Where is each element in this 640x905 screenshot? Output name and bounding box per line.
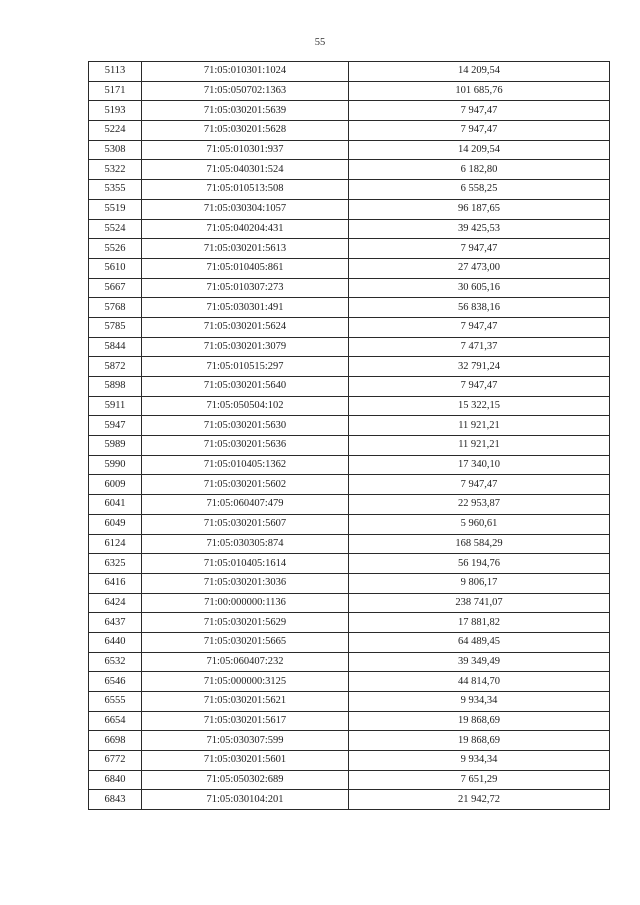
cadastral-number-cell: 71:05:010301:1024 [142,62,349,82]
value-cell: 27 473,00 [349,258,610,278]
cadastral-number-cell: 71:05:030304:1057 [142,199,349,219]
table-row [89,751,610,771]
value-cell: 9 934,34 [349,692,610,712]
row-number-cell: 6698 [89,731,142,751]
table-row [89,357,610,377]
table-row [89,377,610,397]
row-number-cell: 5355 [89,180,142,200]
value-cell: 11 921,21 [349,436,610,456]
value-cell: 7 471,37 [349,337,610,357]
table-row [89,160,610,180]
row-number-cell: 5171 [89,81,142,101]
table-row [89,239,610,259]
row-number-cell: 5947 [89,416,142,436]
row-number-cell: 5193 [89,101,142,121]
row-number-cell: 6440 [89,632,142,652]
table-row [89,121,610,141]
cadastral-number-cell: 71:05:060407:479 [142,495,349,515]
row-number-cell: 5308 [89,140,142,160]
row-number-cell: 6555 [89,692,142,712]
cadastral-number-cell: 71:05:030201:3036 [142,573,349,593]
table-row [89,731,610,751]
value-cell: 5 960,61 [349,514,610,534]
value-cell: 7 947,47 [349,317,610,337]
cadastral-number-cell: 71:05:040204:431 [142,219,349,239]
cadastral-number-cell: 71:05:030201:5639 [142,101,349,121]
value-cell: 44 814,70 [349,672,610,692]
value-cell: 7 947,47 [349,101,610,121]
value-cell: 7 651,29 [349,770,610,790]
row-number-cell: 5224 [89,121,142,141]
row-number-cell: 5113 [89,62,142,82]
table-body [89,62,610,810]
value-cell: 7 947,47 [349,475,610,495]
table-row [89,495,610,515]
row-number-cell: 5898 [89,377,142,397]
table-row [89,770,610,790]
table-row [89,278,610,298]
cadastral-number-cell: 71:05:030305:874 [142,534,349,554]
cadastral-number-cell: 71:05:030201:5601 [142,751,349,771]
table-row [89,692,610,712]
cadastral-number-cell: 71:05:010405:861 [142,258,349,278]
cadastral-number-cell: 71:05:010301:937 [142,140,349,160]
page-number: 55 [314,37,326,48]
table-row [89,219,610,239]
cadastral-number-cell: 71:05:000000:3125 [142,672,349,692]
row-number-cell: 6124 [89,534,142,554]
cadastral-number-cell: 71:05:050702:1363 [142,81,349,101]
value-cell: 7 947,47 [349,121,610,141]
value-cell: 21 942,72 [349,790,610,810]
row-number-cell: 5989 [89,436,142,456]
row-number-cell: 6840 [89,770,142,790]
table-row [89,534,610,554]
value-cell: 22 953,87 [349,495,610,515]
cadastral-number-cell: 71:05:040301:524 [142,160,349,180]
table-row [89,199,610,219]
table-row [89,514,610,534]
table-row [89,337,610,357]
row-number-cell: 6325 [89,554,142,574]
table-row [89,711,610,731]
row-number-cell: 5990 [89,455,142,475]
cadastral-number-cell: 71:05:010307:273 [142,278,349,298]
row-number-cell: 6041 [89,495,142,515]
value-cell: 17 881,82 [349,613,610,633]
cadastral-number-cell: 71:05:060407:232 [142,652,349,672]
cadastral-number-cell: 71:05:030201:5602 [142,475,349,495]
cadastral-number-cell: 71:05:010513:508 [142,180,349,200]
table-row [89,317,610,337]
cadastral-number-cell: 71:05:030201:5621 [142,692,349,712]
cadastral-number-cell: 71:05:030201:5617 [142,711,349,731]
table-row [89,554,610,574]
value-cell: 101 685,76 [349,81,610,101]
cadastral-number-cell: 71:05:030201:5629 [142,613,349,633]
row-number-cell: 6416 [89,573,142,593]
row-number-cell: 5872 [89,357,142,377]
cadastral-number-cell: 71:05:010515:297 [142,357,349,377]
row-number-cell: 6843 [89,790,142,810]
table-row [89,298,610,318]
cadastral-value-table [88,61,610,810]
table-row [89,593,610,613]
cadastral-number-cell: 71:05:010405:1362 [142,455,349,475]
value-cell: 14 209,54 [349,140,610,160]
table-row [89,258,610,278]
table-row [89,652,610,672]
table-row [89,573,610,593]
value-cell: 96 187,65 [349,199,610,219]
row-number-cell: 6437 [89,613,142,633]
cadastral-number-cell: 71:05:030201:5613 [142,239,349,259]
row-number-cell: 5524 [89,219,142,239]
table-row [89,396,610,416]
row-number-cell: 6546 [89,672,142,692]
value-cell: 168 584,29 [349,534,610,554]
cadastral-number-cell: 71:05:030201:5636 [142,436,349,456]
value-cell: 64 489,45 [349,632,610,652]
row-number-cell: 5519 [89,199,142,219]
cadastral-number-cell: 71:05:050302:689 [142,770,349,790]
cadastral-number-cell: 71:05:030201:5628 [142,121,349,141]
row-number-cell: 5844 [89,337,142,357]
row-number-cell: 5610 [89,258,142,278]
value-cell: 15 322,15 [349,396,610,416]
value-cell: 17 340,10 [349,455,610,475]
cadastral-number-cell: 71:05:030201:5630 [142,416,349,436]
cadastral-number-cell: 71:00:000000:1136 [142,593,349,613]
row-number-cell: 6424 [89,593,142,613]
value-cell: 238 741,07 [349,593,610,613]
row-number-cell: 6654 [89,711,142,731]
table-row [89,475,610,495]
table-row [89,101,610,121]
table-row [89,416,610,436]
value-cell: 39 425,53 [349,219,610,239]
row-number-cell: 6009 [89,475,142,495]
table-row [89,632,610,652]
table-row [89,62,610,82]
row-number-cell: 5322 [89,160,142,180]
table-row [89,436,610,456]
value-cell: 56 194,76 [349,554,610,574]
value-cell: 7 947,47 [349,239,610,259]
cadastral-number-cell: 71:05:030104:201 [142,790,349,810]
row-number-cell: 5526 [89,239,142,259]
value-cell: 39 349,49 [349,652,610,672]
table-row [89,180,610,200]
table-row [89,672,610,692]
cadastral-number-cell: 71:05:030301:491 [142,298,349,318]
row-number-cell: 6532 [89,652,142,672]
table-row [89,81,610,101]
cadastral-number-cell: 71:05:030201:5640 [142,377,349,397]
value-cell: 56 838,16 [349,298,610,318]
value-cell: 19 868,69 [349,731,610,751]
cadastral-number-cell: 71:05:030307:599 [142,731,349,751]
value-cell: 19 868,69 [349,711,610,731]
table-row [89,790,610,810]
table-row [89,455,610,475]
value-cell: 6 182,80 [349,160,610,180]
value-cell: 32 791,24 [349,357,610,377]
row-number-cell: 5768 [89,298,142,318]
cadastral-number-cell: 71:05:030201:5624 [142,317,349,337]
value-cell: 7 947,47 [349,377,610,397]
row-number-cell: 5785 [89,317,142,337]
row-number-cell: 6772 [89,751,142,771]
table-row [89,140,610,160]
cadastral-number-cell: 71:05:030201:5665 [142,632,349,652]
value-cell: 14 209,54 [349,62,610,82]
value-cell: 9 934,34 [349,751,610,771]
table-row [89,613,610,633]
cadastral-number-cell: 71:05:030201:3079 [142,337,349,357]
value-cell: 9 806,17 [349,573,610,593]
cadastral-number-cell: 71:05:050504:102 [142,396,349,416]
value-cell: 30 605,16 [349,278,610,298]
cadastral-number-cell: 71:05:030201:5607 [142,514,349,534]
row-number-cell: 6049 [89,514,142,534]
row-number-cell: 5911 [89,396,142,416]
row-number-cell: 5667 [89,278,142,298]
value-cell: 6 558,25 [349,180,610,200]
cadastral-number-cell: 71:05:010405:1614 [142,554,349,574]
value-cell: 11 921,21 [349,416,610,436]
